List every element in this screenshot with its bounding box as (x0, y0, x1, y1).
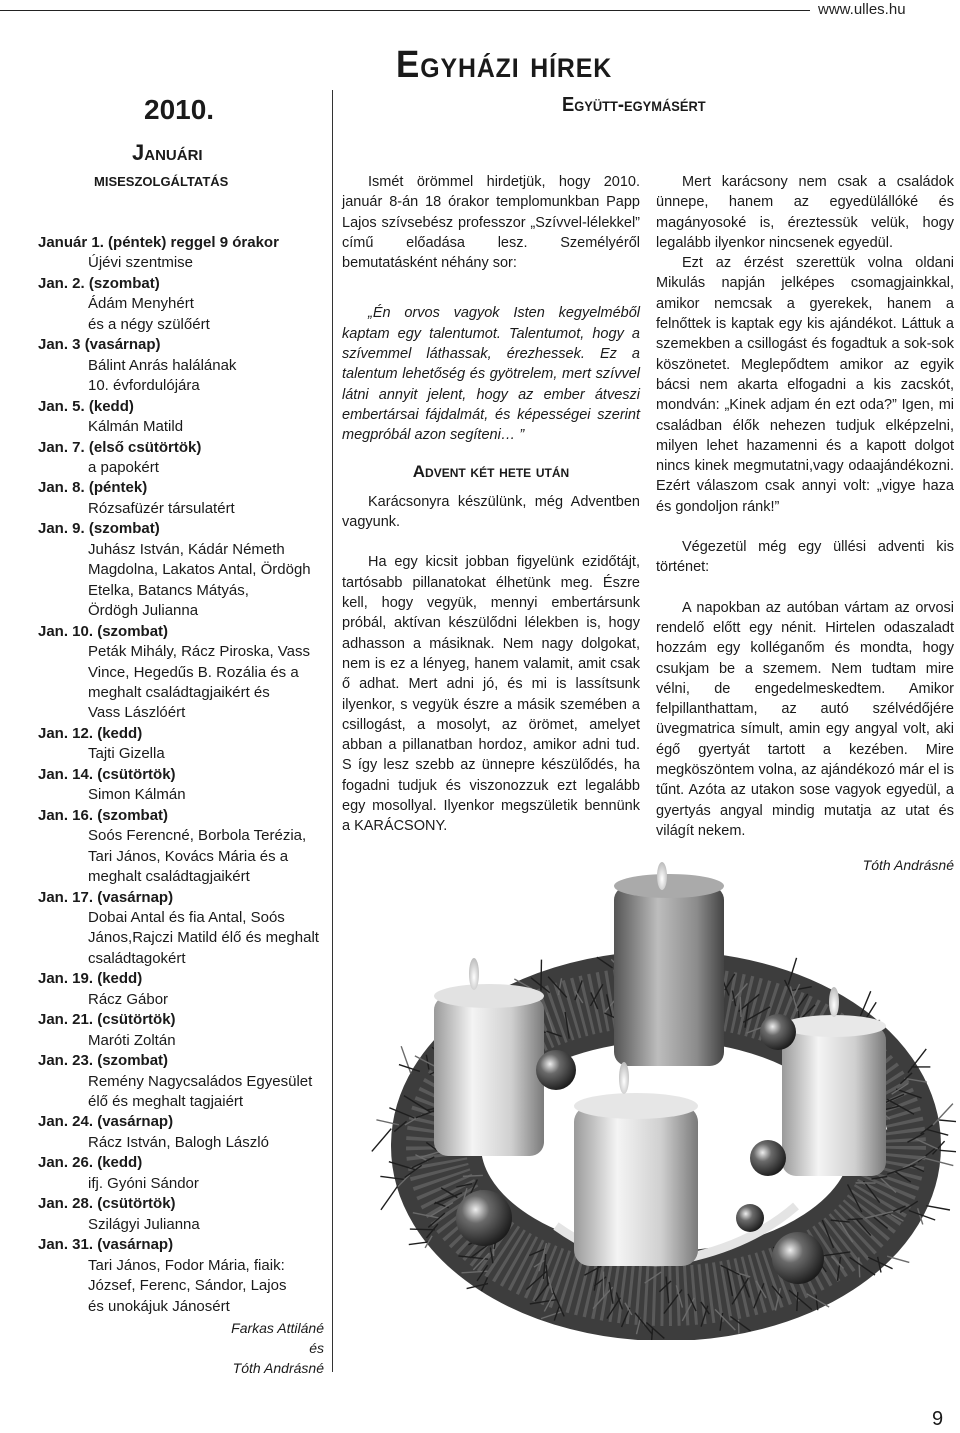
schedule-date: Jan. 8. (péntek) (38, 479, 148, 497)
schedule-date: Jan. 16. (szombat) (38, 806, 169, 824)
lecture-quote: „Én orvos vagyok Isten kegyelméből kaptam egy talentumot. Talentumot, hogy a szívemmel láthassak, érezhessek. Ez a talentum lehetőség és gyötrelem, mert szívvel látni annyit jelent, hogy az ember átveszi embertársai fájdalmát, és képességei szerint megpróbál azon segíteni… ” (342, 305, 640, 444)
lecture-announcement: Ismét örömmel hirdetjük, hogy 2010. január 8-án 18 órakor templomunkban Papp Lajos szívsebész professzor „Szívvel-lélekkel” című előadása lesz. Személyéről bemutatásként néhány sor: (342, 174, 640, 272)
schedule-date: Jan. 31. (vasárnap) (38, 1236, 174, 1254)
candle (782, 1026, 886, 1176)
schedule-intention: Bálint Anrás halálának (88, 356, 237, 374)
advent-paragraph: Ha egy kicsit jobban figyelünk ezidőtájt, tartósabb pillanatokat élhetünk meg. Észre kell, hogy vegyük, mennyi embertársunk próbál, aktívan készülődni lélekben is, hogy adhasson a másiknak. Nem nagy dolgokat, nem is ez a lényeg, hanem valamit, amit csak ő adhat. Mert adni jó, és mi is lassítsunk ilyenkor, s vegyük észre a másik szemében a csillogást, a mosolyt, az örömet, amelyet abban a pillanatban hordoz, amikor adni tud. S így lesz szebb az ünnepre készülődés, ha fogadni tudjuk és viszonozzuk ezt legalább egy mosollyal. Ilyenkor megszületik bennünk a KARÁCSONY. (342, 554, 640, 835)
schedule-intention: Juhász István, Kádár Németh (88, 540, 285, 558)
schedule-intention: Etelka, Batancs Mátyás, (88, 581, 249, 599)
schedule-title-line2: miseszolgáltatás (94, 170, 229, 191)
schedule-intention: Dobai Antal és fia Antal, Soós (88, 908, 285, 926)
section-subtitle: Együtt-egymásért (562, 94, 706, 116)
schedule-title-line1: Januári (132, 140, 203, 165)
schedule-date: Jan. 28. (csütörtök) (38, 1195, 176, 1213)
schedule-date: Jan. 14. (csütörtök) (38, 765, 176, 783)
schedule-intention: Rácz Gábor (88, 990, 169, 1008)
schedule-intention: Rózsafüzér társulatért (88, 499, 235, 517)
schedule-date: Jan. 7. (első csütörtök) (38, 438, 202, 456)
schedule-date: Jan. 24. (vasárnap) (38, 1113, 174, 1131)
schedule-date: Jan. 10. (szombat) (38, 622, 169, 640)
schedule-date: Jan. 23. (szombat) (38, 1052, 169, 1070)
column-divider (332, 90, 333, 1372)
schedule-intention: és a négy szülőért (88, 315, 210, 333)
schedule-date: Jan. 19. (kedd) (38, 970, 143, 988)
ornament-ball (760, 1014, 796, 1050)
schedule-intention: a papokért (88, 458, 159, 476)
right-column (656, 172, 954, 876)
schedule-intention: Ördögh Julianna (88, 602, 199, 620)
schedule-intention: 10. évfordulójára (88, 377, 200, 395)
schedule-year: 2010. (144, 94, 215, 125)
ornament-ball (772, 1232, 824, 1284)
advent-heading: Advent két hete után (412, 461, 570, 481)
schedule-intention: Szilágyi Julianna (88, 1215, 200, 1233)
schedule-intention: Vince, Hegedűs B. Rozália és a (88, 663, 299, 681)
schedule-intention: Maróti Zoltán (88, 1031, 176, 1049)
ornament-ball (456, 1190, 512, 1246)
schedule-intention: Kálmán Matild (88, 418, 184, 436)
top-rule (0, 10, 810, 11)
schedule-intention: Rácz István, Balogh László (88, 1133, 269, 1151)
schedule-intention: Peták Mihály, Rácz Piroska, Vass (88, 643, 311, 661)
schedule-date: Jan. 3 (vasárnap) (38, 336, 161, 354)
schedule-date: Jan. 5. (kedd) (38, 397, 134, 415)
schedule-date: Jan. 9. (szombat) (38, 520, 160, 538)
schedule-intention: János,Rajczi Matild élő és meghalt (88, 929, 319, 947)
article-paragraph: Végezetül még egy üllési adventi kis történet: (656, 539, 954, 576)
schedule-date: Január 1. (péntek) reggel 9 órakor (38, 234, 279, 251)
signature-line: és (309, 1340, 324, 1356)
schedule-date: Jan. 26. (kedd) (38, 1154, 143, 1172)
schedule-intention: Simon Kálmán (88, 786, 186, 804)
page-number: 9 (932, 1408, 944, 1430)
schedule-intention: Ádám Menyhért (88, 295, 194, 313)
schedule-intention: Tajti Gizella (88, 745, 165, 763)
site-url[interactable]: www.ulles.hu (818, 1, 906, 18)
ornament-ball (736, 1204, 764, 1232)
ornament-ball (750, 1140, 786, 1176)
schedule-intention: Magdolna, Lakatos Antal, Ördögh (88, 561, 311, 579)
signature-line: Farkas Attiláné (231, 1320, 324, 1336)
schedule-intention: Újévi szentmise (88, 254, 194, 272)
schedule-intention: József, Ferenc, Sándor, Lajos (88, 1277, 287, 1295)
schedule-date: Jan. 2. (szombat) (38, 274, 160, 292)
candle (574, 1106, 698, 1266)
candle (614, 886, 724, 1066)
advent-paragraph: Karácsonyra készülünk, még Adventben vagyunk. (342, 493, 640, 531)
ornament-ball (536, 1050, 576, 1090)
middle-column (342, 172, 640, 837)
schedule-date: Jan. 12. (kedd) (38, 724, 143, 742)
signature-line: Tóth Andrásné (232, 1360, 324, 1376)
candle (434, 996, 544, 1156)
schedule-intention: Soós Ferencné, Borbola Terézia, (88, 827, 307, 845)
mass-schedule-list (38, 233, 328, 1317)
article-paragraph: Ezt az érzést szerettük volna oldani Mikulás napján jelképes csomagjainkkal, amikor nemcsak a gyerekek, hanem a felnőttek is kaptak egy kis ajándékot. Láttuk a szemekben a csillogást és fogadtuk a sok-sok köszönetet. Meglepődtem amikor az egyik bácsi nem akarta elfogadni a kis zacskót, mondván: „Kinek adjam én ezt oda?” Igen, mi családban élők nehezen tudjuk elképzelni, milyen lehet hazamenni és a kapott dolgot nincs kinek megmutatni,vagy odaajándékozni. Ezért válaszom csak annyi volt: „vigye haza és gondoljon ránk!” (656, 255, 954, 515)
schedule-intention: és unokájuk Jánosért (88, 1297, 230, 1315)
schedule-intention: meghalt családtagjaikért és (88, 683, 270, 701)
schedule-intention: Vass Lászlóért (88, 704, 186, 722)
advent-wreath-image (366, 846, 956, 1340)
schedule-intention: ifj. Gyóni Sándor (88, 1174, 199, 1192)
schedule-date: Jan. 21. (csütörtök) (38, 1011, 176, 1029)
article-paragraph: Mert karácsony nem csak a családok ünnepe, hanem az egyedülállóké és magányosoké is, éreztessük velük, hogy legalább ilyenkor nincsenek egyedül. (656, 174, 954, 251)
schedule-intention: Tari János, Fodor Mária, fiaik: (88, 1256, 285, 1274)
schedule-intention: Tari János, Kovács Mária és a (88, 847, 289, 865)
schedule-intention: meghalt családtagjaikért (88, 868, 250, 886)
schedule-intention: családtagokért (88, 949, 186, 967)
schedule-intention: élő és meghalt tagjaiért (88, 1093, 244, 1111)
page-title: Egyházi hírek (396, 44, 613, 86)
article-paragraph: A napokban az autóban vártam az orvosi rendelő előtt egy nénit. Hirtelen odaszaladt hozzám egy kolléganőm és mondta, hogy csukjam be a szemem. Nem tudtam mire vélni, de engedelmeskedtem. Amikor felpillanthattam, az autó szélvédőjére üvegmatrica símult, amin egy angyal volt, aki égő gyertyát tartott a kezében. Mire megköszöntem volna, az ajándékozó már el is tűnt. Azóta az utakon sose vagyok egyedül, a gyertyás angyal mindig mutatja az utat és világít nekem. (656, 599, 954, 839)
schedule-intention: Remény Nagycsaládos Egyesület (88, 1072, 313, 1090)
schedule-date: Jan. 17. (vasárnap) (38, 888, 174, 906)
article-signature: Tóth Andrásné (862, 857, 954, 874)
schedule-signature (224, 1318, 324, 1378)
